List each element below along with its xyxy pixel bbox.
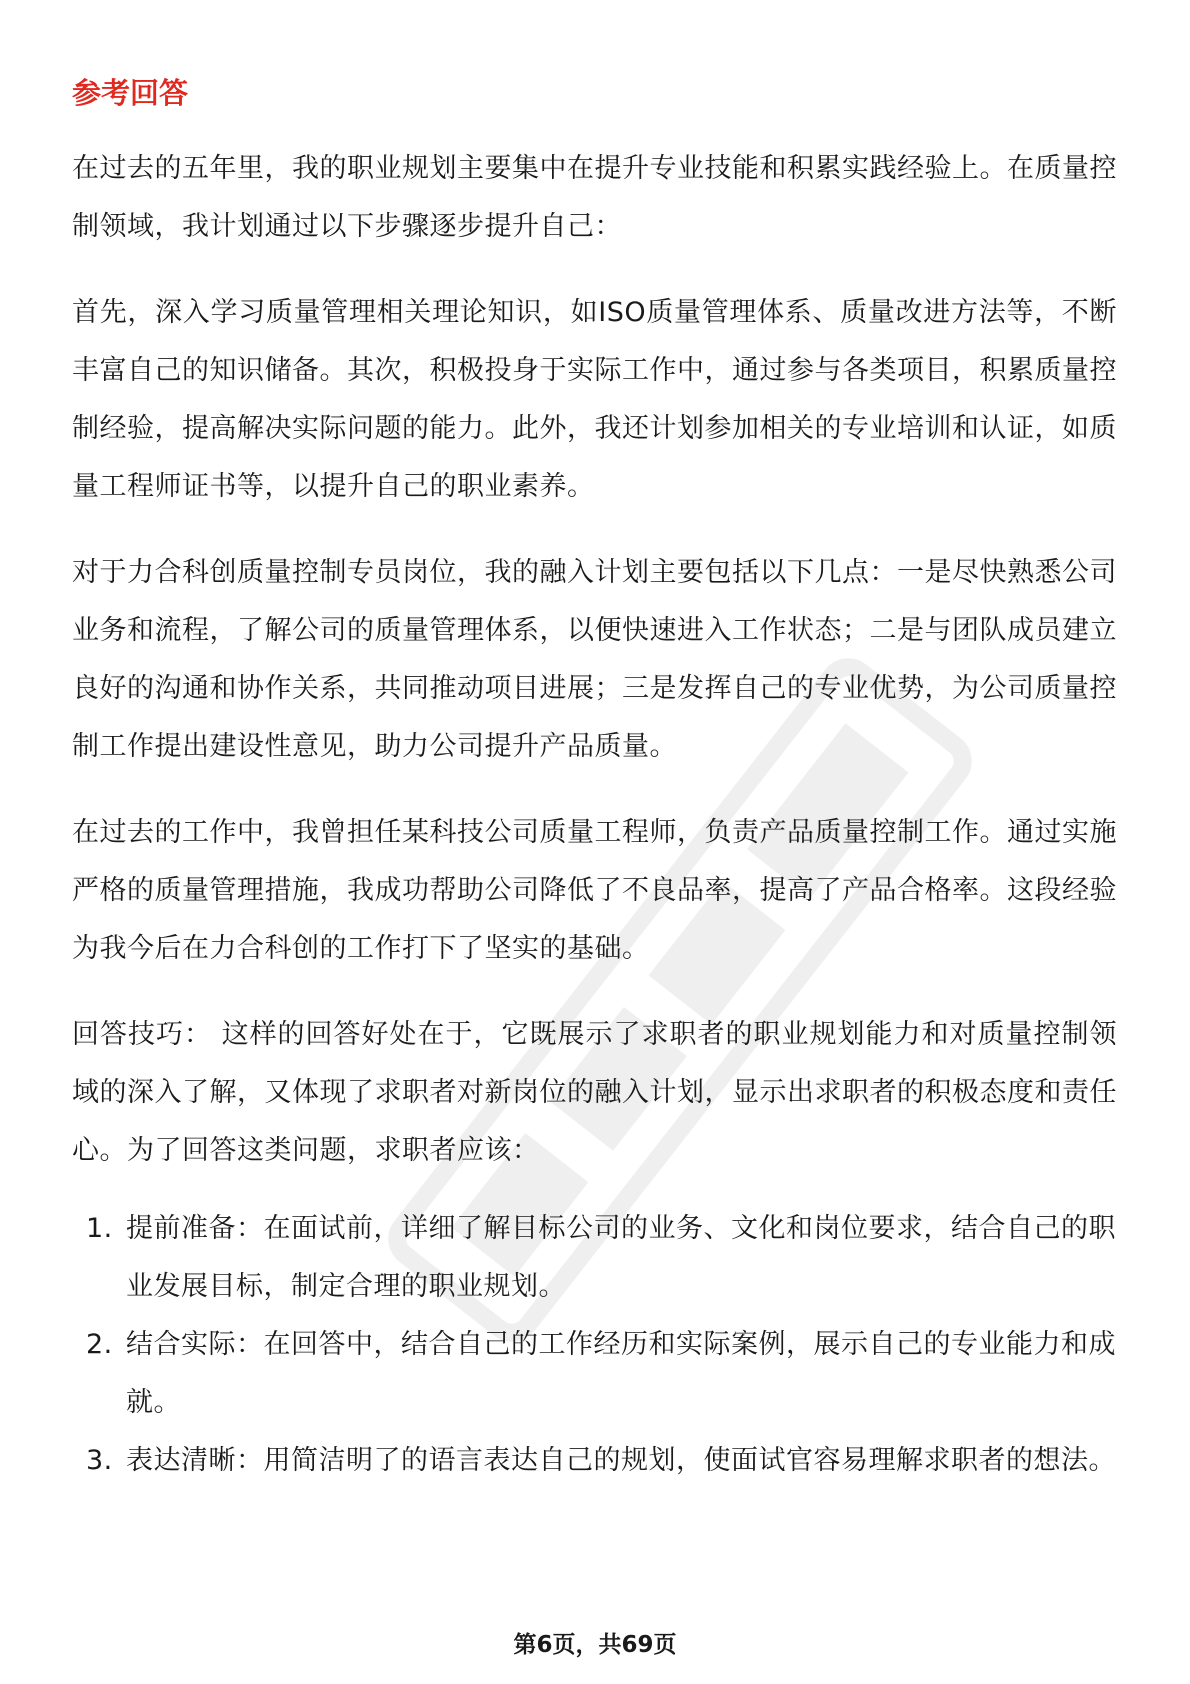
list-item-number: 1. <box>86 1213 113 1244</box>
paragraph-career-plan: 在过去的五年里，我的职业规划主要集中在提升专业技能和积累实践经验上。在质量控制领域，我计划通过以下步骤逐步提升自己： <box>72 153 1117 242</box>
list-item <box>72 1432 1117 1490</box>
answer-content <box>72 140 1117 1490</box>
list-item-number: 2. <box>86 1329 113 1360</box>
paragraph-integration-plan: 对于力合科创质量控制专员岗位，我的融入计划主要包括以下几点：一是尽快熟悉公司业务和流程，了解公司的质量管理体系，以便快速进入工作状态；二是与团队成员建立良好的沟通和协作关系，共同推动项目进展；三是发挥自己的专业优势，为公司质量控制工作提出建设性意见，助力公司提升产品质量。 <box>72 557 1117 762</box>
section-title: 参考回答 <box>72 76 189 110</box>
list-item-number: 3. <box>86 1445 113 1476</box>
paragraph-answer-tips: 回答技巧： 这样的回答好处在于，它既展示了求职者的职业规划能力和对质量控制领域的深入了解，又体现了求职者对新岗位的融入计划，显示出求职者的积极态度和责任心。为了回答这类问题，求职者应该： <box>72 1019 1117 1166</box>
list-item <box>72 1316 1117 1432</box>
list-item-text: 表达清晰：用简洁明了的语言表达自己的规划，使面试官容易理解求职者的想法。 <box>126 1445 1116 1476</box>
list-item-text: 提前准备：在面试前，详细了解目标公司的业务、文化和岗位要求，结合自己的职业发展目标，制定合理的职业规划。 <box>126 1213 1116 1302</box>
list-item-text: 结合实际：在回答中，结合自己的工作经历和实际案例，展示自己的专业能力和成就。 <box>126 1329 1116 1418</box>
tips-list <box>72 1200 1117 1490</box>
paragraph-past-experience: 在过去的工作中，我曾担任某科技公司质量工程师，负责产品质量控制工作。通过实施严格的质量管理措施，我成功帮助公司降低了不良品率，提高了产品合格率。这段经验为我今后在力合科创的工作打下了坚实的基础。 <box>72 817 1117 964</box>
list-item <box>72 1200 1117 1316</box>
page-number-footer: 第6页，共69页 <box>513 1632 677 1658</box>
paragraph-learning-steps: 首先，深入学习质量管理相关理论知识，如ISO质量管理体系、质量改进方法等，不断丰富自己的知识储备。其次，积极投身于实际工作中，通过参与各类项目，积累质量控制经验，提高解决实际问题的能力。此外，我还计划参加相关的专业培训和认证，如质量工程师证书等，以提升自己的职业素养。 <box>72 297 1117 502</box>
